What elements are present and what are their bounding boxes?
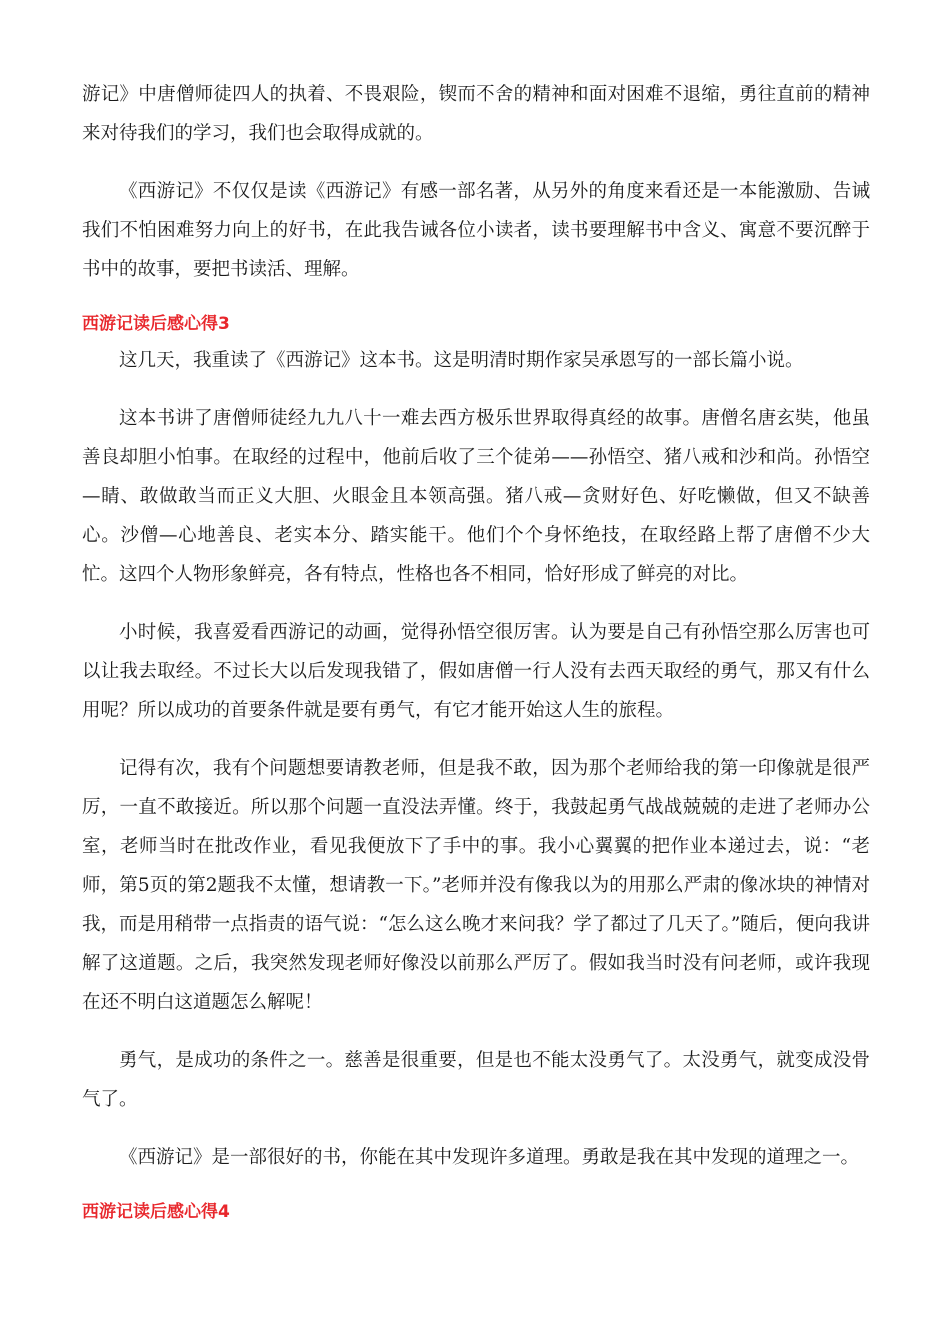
paragraph: 《西游记》是一部很好的书，你能在其中发现许多道理。勇敢是我在其中发现的道理之一。 [119, 1147, 860, 1168]
paragraph: 这本书讲了唐僧师徒经九九八十一难去西方极乐世界取得真经的故事。唐僧名唐玄奘，他虽善良却胆小怕事。在取经的过程中，他前后收了三个徒弟——孙悟空、猪八戒和沙和尚。孙悟空—睛、敢做敢当而正义大胆、火眼金且本领高强。猪八戒—贪财好色、好吃懒做，但又不缺善心。沙僧—心地善良、老实本分、踏实能干。他们个个身怀绝技，在取经路上帮了唐僧不少大忙。这四个人物形象鲜亮，各有特点，性格也各不相同，恰好形成了鲜亮的对比。 [82, 408, 870, 585]
paragraph: 勇气，是成功的条件之一。慈善是很重要，但是也不能太没勇气了。太没勇气，就变成没骨气了。 [82, 1050, 870, 1110]
section-heading-3: 西游记读后感心得3 [82, 314, 230, 334]
paragraph: 这几天，我重读了《西游记》这本书。这是明清时期作家吴承恩写的一部长篇小说。 [119, 350, 804, 371]
paragraph: 《西游记》不仅仅是读《西游记》有感一部名著，从另外的角度来看还是一本能激励、告诫我们不怕困难努力向上的好书，在此我告诫各位小读者，读书要理解书中含义、寓意不要沉醉于书中的故事，要把书读活、理解。 [82, 181, 870, 280]
section-heading-4: 西游记读后感心得4 [82, 1202, 230, 1222]
document-body [82, 75, 870, 1229]
paragraph-continued: 游记》中唐僧师徒四人的执着、不畏艰险，锲而不舍的精神和面对困难不退缩，勇往直前的精神来对待我们的学习，我们也会取得成就的。 [82, 84, 870, 144]
paragraph: 小时候，我喜爱看西游记的动画，觉得孙悟空很厉害。认为要是自己有孙悟空那么厉害也可以让我去取经。不过长大以后发现我错了，假如唐僧一行人没有去西天取经的勇气，那又有什么用呢？所以成功的首要条件就是要有勇气，有它才能开始这人生的旅程。 [82, 622, 870, 721]
paragraph: 记得有次，我有个问题想要请教老师，但是我不敢，因为那个老师给我的第一印像就是很严厉，一直不敢接近。所以那个问题一直没法弄懂。终于，我鼓起勇气战战兢兢的走进了老师办公室，老师当时在批改作业，看见我便放下了手中的事。我小心翼翼的把作业本递过去，说：“老师，第5页的第2题我不太懂，想请教一下。”老师并没有像我以为的用那么严肃的像冰块的神情对我，而是用稍带一点指责的语气说：“怎么这么晚才来问我？学了都过了几天了。”随后，便向我讲解了这道题。之后，我突然发现老师好像没以前那么严厉了。假如我当时没有问老师，或许我现在还不明白这道题怎么解呢！ [82, 758, 870, 1013]
